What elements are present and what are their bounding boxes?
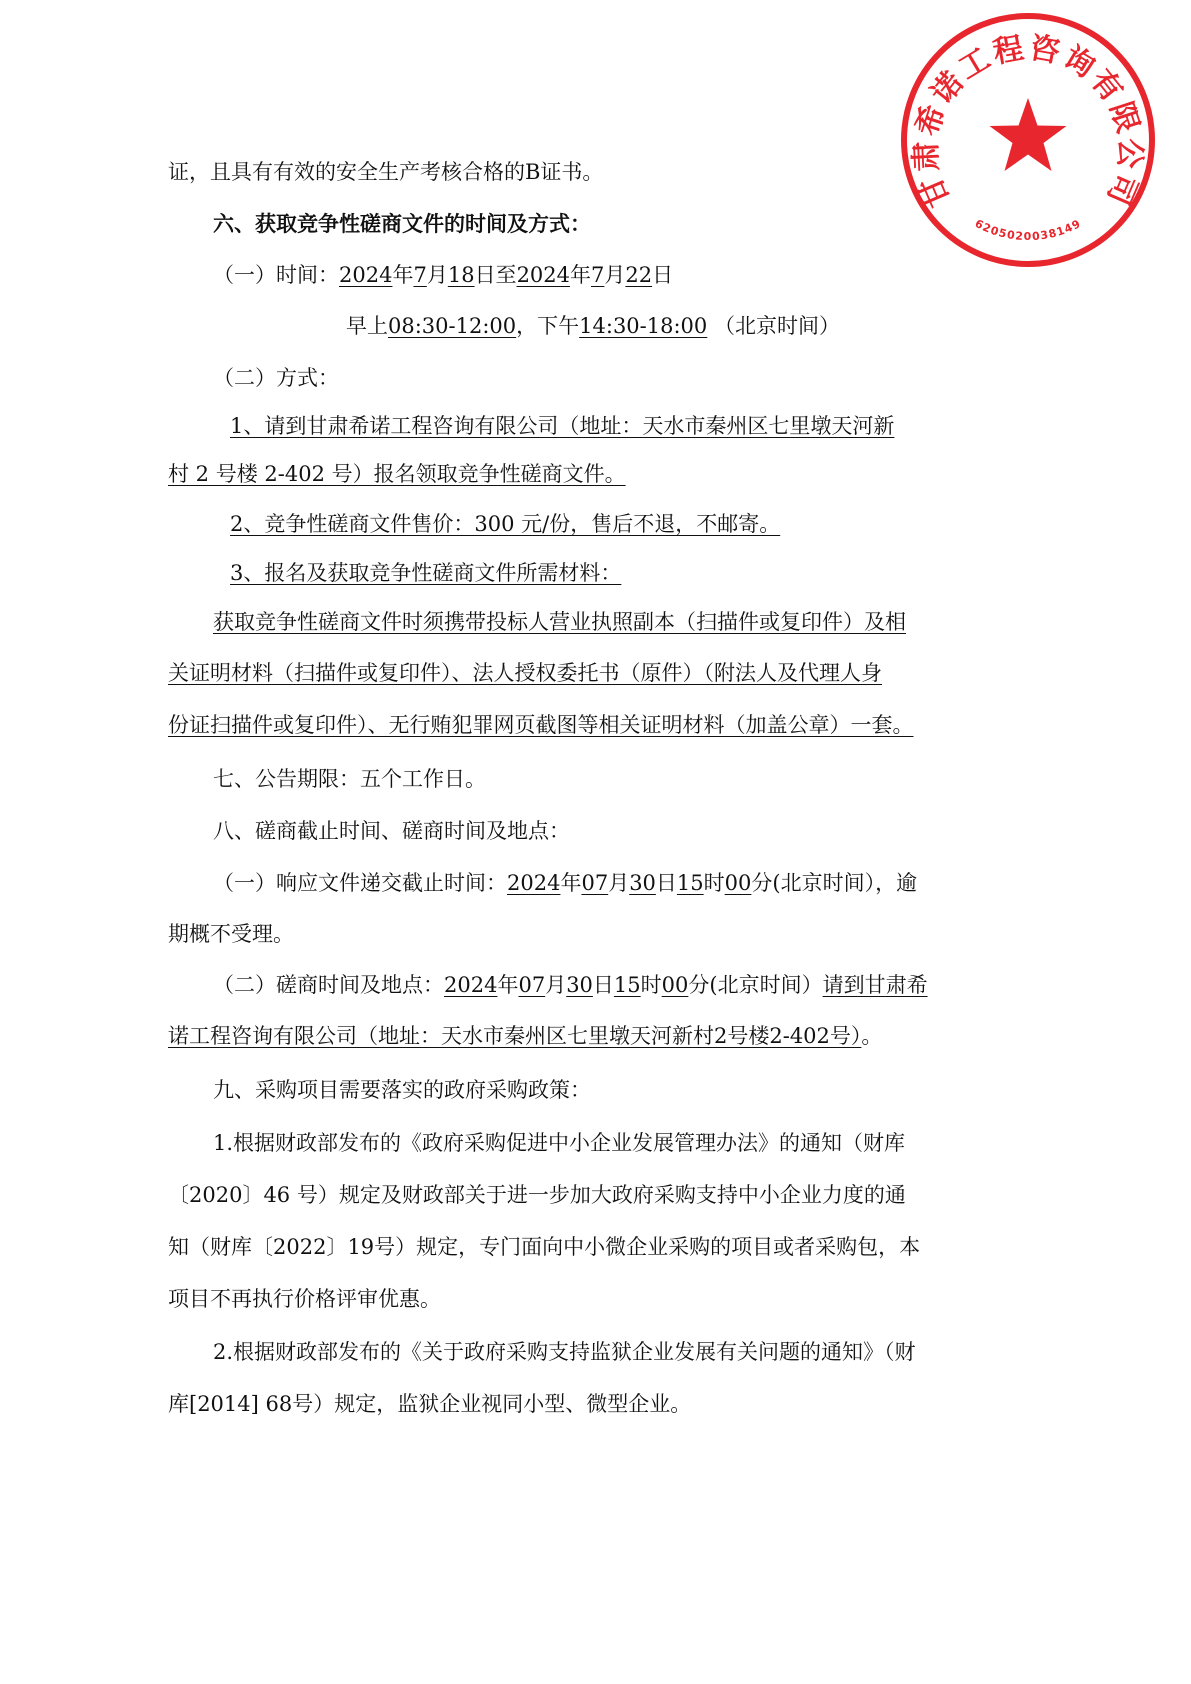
seal-star-icon — [990, 98, 1067, 171]
section-six-heading: 六、获取竞争性磋商文件的时间及方式： — [213, 211, 591, 236]
policy-2-line-2: 库[2014] 68号）规定，监狱企业视同小型、微型企业。 — [168, 1392, 692, 1416]
company-seal — [898, 10, 1158, 270]
policy-1-line-4: 项目不再执行价格评审优惠。 — [168, 1287, 441, 1311]
method-heading: （二）方式： — [213, 366, 339, 390]
policy-1-line-1: 1.根据财政部发布的《政府采购促进中小企业发展管理办法》的通知（财库 — [213, 1131, 906, 1155]
section-nine: 九、采购项目需要落实的政府采购政策： — [213, 1078, 591, 1102]
time-line: （一）时间：2024年7月18日至2024年7月22日 — [213, 263, 674, 287]
text-line-1: 证，且具有有效的安全生产考核合格的B证书。 — [168, 160, 604, 184]
section-eight: 八、磋商截止时间、磋商时间及地点： — [213, 819, 570, 843]
deadline-line: （一）响应文件递交截止时间：2024年07月30日15时00分(北京时间），逾 — [213, 871, 918, 895]
method-item-2: 2、竞争性磋商文件售价：300 元/份，售后不退，不邮寄。 — [230, 512, 781, 536]
policy-2-line-1: 2.根据财政部发布的《关于政府采购支持监狱企业发展有关问题的通知》（财 — [213, 1340, 916, 1364]
venue-line: （二）磋商时间及地点：2024年07月30日15时00分(北京时间）请到甘肃希 — [213, 973, 928, 997]
venue-line-cont: 诺工程咨询有限公司（地址：天水市秦州区七里墩天河新村2号楼2-402号）。 — [168, 1024, 883, 1048]
method-item-1: 1、请到甘肃希诺工程咨询有限公司（地址：天水市秦州区七里墩天河新 — [230, 414, 895, 438]
hours-line: 早上08:30-12:00，下午14:30-18:00 （北京时间） — [346, 314, 840, 338]
materials-line-3: 份证扫描件或复印件）、无行贿犯罪网页截图等相关证明材料（加盖公章）一套。 — [168, 713, 914, 737]
policy-1-line-3: 知（财库〔2022〕19号）规定，专门面向中小微企业采购的项目或者采购包，本 — [168, 1235, 921, 1259]
materials-line-1: 获取竞争性磋商文件时须携带投标人营业执照副本（扫描件或复印件）及相 — [213, 610, 906, 634]
seal-company-name: 甘肃希诺工程咨询有限公司 — [908, 30, 1148, 213]
seal-code: 6205020038149 — [972, 216, 1084, 244]
section-seven: 七、公告期限：五个工作日。 — [213, 767, 486, 791]
method-item-3: 3、报名及获取竞争性磋商文件所需材料： — [230, 561, 622, 585]
deadline-line-cont: 期概不受理。 — [168, 922, 294, 946]
policy-1-line-2: 〔2020〕46 号）规定及财政部关于进一步加大政府采购支持中小企业力度的通 — [168, 1183, 906, 1207]
materials-line-2: 关证明材料（扫描件或复印件）、法人授权委托书（原件）（附法人及代理人身 — [168, 661, 882, 685]
method-item-1-cont: 村 2 号楼 2-402 号）报名领取竞争性磋商文件。 — [168, 462, 626, 486]
